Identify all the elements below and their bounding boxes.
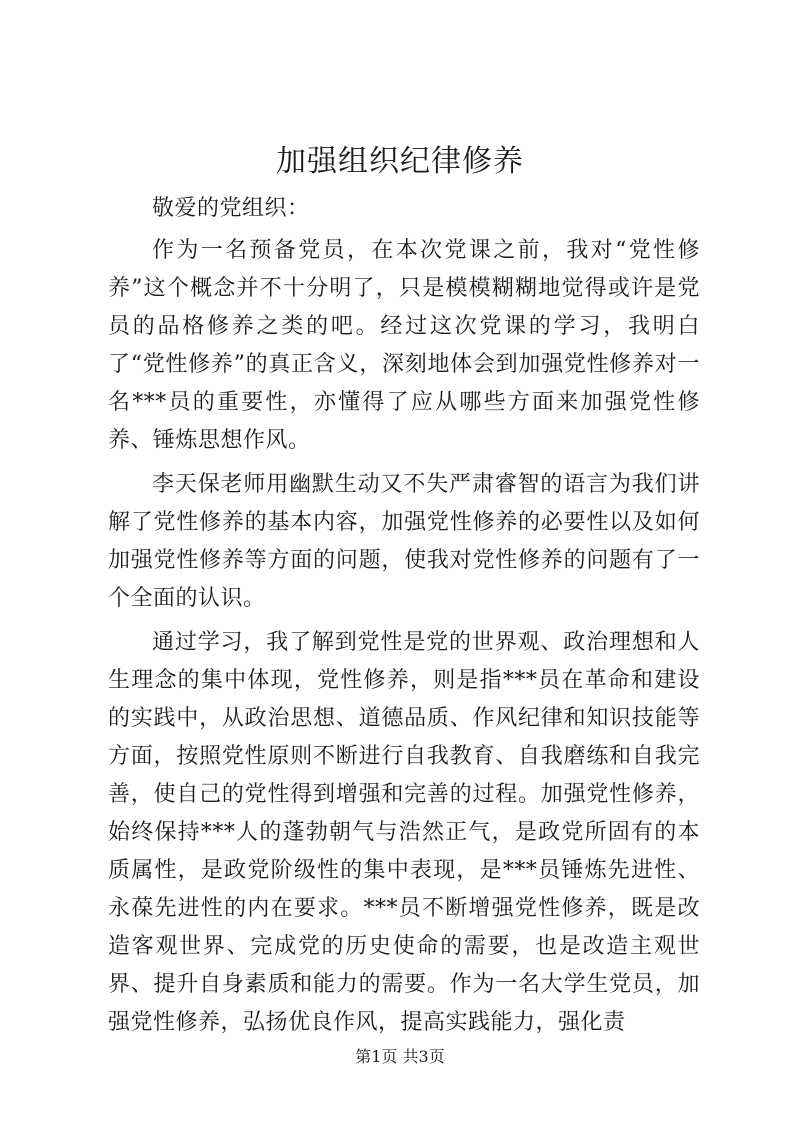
paragraph-1: 作为一名预备党员，在本次党课之前，我对“党性修养”这个概念并不十分明了，只是模模糊糊地觉得或许是党员的品格修养之类的吧。经过这次党课的学习，我明白了“党性修养”的真正含义，深刻地体会到加强党性修养对一名***员的重要性，亦懂得了应从哪些方面来加强党性修养、锤炼思想作风。 bbox=[108, 238, 700, 453]
page-footer: 第1页 共3页 bbox=[355, 1047, 445, 1066]
document-title: 加强组织纪律修养 bbox=[276, 144, 524, 179]
paragraph-2: 李天保老师用幽默生动又不失严肃睿智的语言为我们讲解了党性修养的基本内容，加强党性修养的必要性以及如何加强党性修养等方面的问题，使我对党性修养的问题有了一个全面的认识。 bbox=[108, 472, 700, 611]
document-body bbox=[108, 190, 700, 1048]
paragraph-3: 通过学习，我了解到党性是党的世界观、政治理想和人生理念的集中体现，党性修养，则是指***员在革命和建设的实践中，从政治思想、道德品质、作风纪律和知识技能等方面，按照党性原则不断进行自我教育、自我磨练和自我完善，使自己的党性得到增强和完善的过程。加强党性修养，始终保持***人的蓬勃朝气与浩然正气，是政党所固有的本质属性，是政党阶级性的集中表现，是***员锤炼先进性、永葆先进性的内在要求。***员不断增强党性修养，既是改造客观世界、完成党的历史使命的需要，也是改造主观世界、提升自身素质和能力的需要。作为一名大学生党员，加强党性修养，弘扬优良作风，提高实践能力，强化责 bbox=[108, 630, 700, 1035]
salutation: 敬爱的党组织： bbox=[152, 196, 310, 221]
